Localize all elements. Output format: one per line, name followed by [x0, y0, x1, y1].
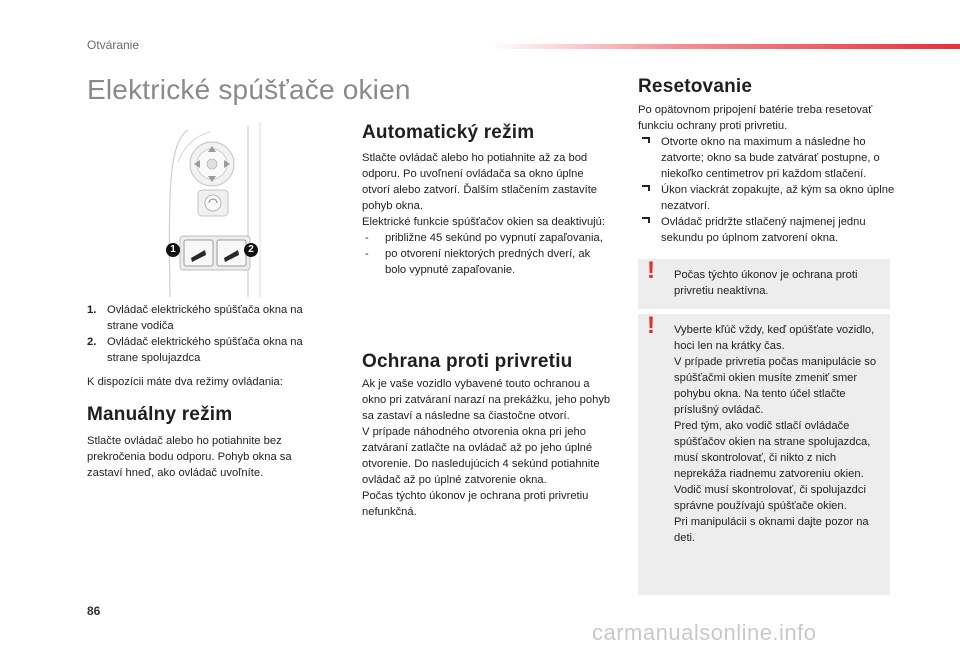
manual-mode-heading: Manuálny režim — [87, 404, 233, 425]
bullet-arrow-icon — [641, 214, 651, 230]
manual-mode-paragraph: Stlačte ovládač alebo ho potiahnite bez prekročenia bodu odporu. Pohyb okna sa zastaví hneď, ako ovládač uvoľníte. — [87, 435, 292, 479]
reset-heading: Resetovanie — [638, 76, 753, 97]
automatic-paragraph-1: Stlačte ovládač alebo ho potiahnite až za bod odporu. Po uvoľnení ovládača sa okno úplne otvorí alebo zatvorí. Ďalším stlačením zastavíte pohyb okna. — [362, 152, 598, 212]
legend-text: Ovládač elektrického spúšťača okna na strane spolujazdca — [107, 336, 303, 364]
legend-text: Ovládač elektrického spúšťača okna na strane vodiča — [107, 304, 303, 332]
list-item-text: približne 45 sekúnd po vypnutí zapaľovania, — [385, 232, 603, 244]
list-item — [362, 230, 614, 246]
door-panel-icon — [160, 122, 270, 297]
reset-text — [638, 102, 900, 246]
watermark: carmanualsonline.info — [592, 620, 817, 645]
list-item — [638, 214, 900, 246]
list-item — [638, 182, 900, 214]
anti-pinch-text — [362, 376, 612, 520]
reset-intro: Po opätovnom pripojení batérie treba resetovať funkciu ochrany proti privretiu. — [638, 104, 873, 132]
list-item-text: po otvorení niektorých predných dverí, ak bolo vypnuté zapaľovanie. — [385, 248, 591, 276]
list-item-text: Úkon viackrát zopakujte, až kým sa okno úplne nezatvorí. — [661, 184, 895, 212]
warning-line: Vodič musí skontrolovať, či spolujazdci správne používajú spúšťače okien. — [674, 484, 866, 512]
warning-text — [674, 322, 880, 546]
legend-number: 1. — [87, 304, 97, 316]
dash-mark: - — [365, 232, 369, 244]
warning-box-2 — [638, 314, 890, 595]
window-switch-illustration — [160, 122, 270, 297]
warning-icon: ! — [647, 312, 655, 339]
header-accent-bar — [490, 44, 960, 49]
list-item — [362, 246, 614, 278]
modes-intro: K dispozícii máte dva režimy ovládania: — [87, 376, 283, 388]
warning-icon: ! — [647, 257, 655, 284]
warning-text: Počas týchto úkonov je ochrana proti privretiu neaktívna. — [674, 269, 858, 297]
anti-pinch-paragraph-1: Ak je vaše vozidlo vybavené touto ochranou a okno pri zatváraní narazí na prekážku, jeho pohyb sa zastaví a následne sa čiastočne otvorí. — [362, 378, 611, 422]
bullet-arrow-icon — [641, 182, 651, 198]
page-number: 86 — [87, 604, 101, 618]
manual-mode-text — [87, 433, 317, 481]
callout-2: 2 — [244, 243, 258, 257]
bullet-arrow-icon — [641, 134, 651, 150]
warning-line: Pri manipulácii s oknami dajte pozor na deti. — [674, 516, 869, 544]
warning-line: Pred tým, ako vodič stlačí ovládače spúšťačov okien na strane spolujazdca, musí skontrolovať, či nikto z nich neprekáža riadnemu zatvoreniu okien. — [674, 420, 871, 480]
list-item-text: Ovládač pridržte stlačený najmenej jednu sekundu po úplnom zatvorení okna. — [661, 216, 866, 244]
automatic-mode-text — [362, 150, 614, 278]
anti-pinch-paragraph-2: V prípade náhodného otvorenia okna pri jeho zatváraní zatlačte na ovládač až po jeho úplné otvorenie. Do nasledujúcich 4 sekúnd potiahnite ovládač až po úplné zatvorenie okna. — [362, 426, 600, 486]
warning-box-1 — [638, 259, 890, 309]
automatic-mode-heading: Automatický režim — [362, 122, 535, 143]
legend — [87, 302, 327, 390]
legend-item — [87, 302, 327, 334]
anti-pinch-paragraph-3: Počas týchto úkonov je ochrana proti privretiu nefunkčná. — [362, 490, 589, 518]
section-label: Otváranie — [87, 38, 140, 52]
legend-item — [87, 334, 327, 366]
automatic-paragraph-2: Elektrické funkcie spúšťačov okien sa deaktivujú: — [362, 216, 605, 228]
page-title: Elektrické spúšťače okien — [87, 74, 411, 105]
list-item — [638, 134, 900, 182]
warning-line: Vyberte kľúč vždy, keď opúšťate vozidlo, hoci len na krátky čas. — [674, 324, 875, 352]
callout-1: 1 — [166, 243, 180, 257]
dash-mark: - — [365, 248, 369, 260]
warning-line: V prípade privretia počas manipulácie so spúšťačmi okien musíte zmeniť smer pohybu okna. Na tento účel stlačte príslušný ovládač. — [674, 356, 877, 416]
list-item-text: Otvorte okno na maximum a následne ho zatvorte; okno sa bude zatvárať postupne, o niekoľko centimetrov pri každom stlačení. — [661, 136, 880, 180]
anti-pinch-heading: Ochrana proti privretiu — [362, 351, 573, 372]
legend-number: 2. — [87, 336, 97, 348]
